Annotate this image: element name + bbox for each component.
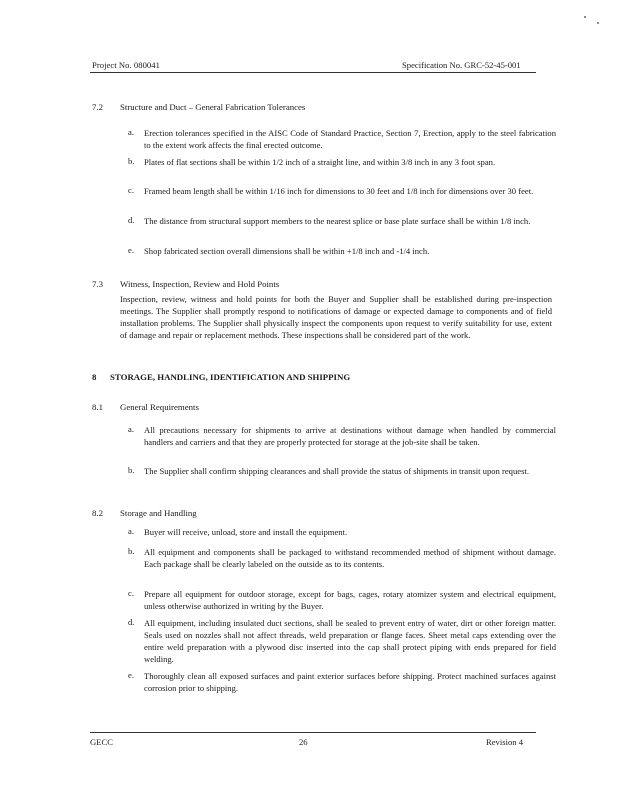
footer-page-number: 26 [299, 737, 308, 747]
header-spec-number: Specification No. GRC-52-45-001 [402, 60, 521, 70]
scan-speck [597, 22, 599, 24]
section-8-number: 8 [92, 372, 97, 382]
footer-revision: Revision 4 [486, 737, 524, 747]
list-item-text: All precautions necessary for shipments to arrive at destinations without damage when handled by commercial handlers and carriers and that they are properly protected for storage at the job-site shall be taken. [144, 425, 556, 447]
section-7-2-number: 7.2 [92, 102, 103, 112]
list-item-text: Erection tolerances specified in the AISC Code of Standard Practice, Section 7, Erection, apply to the steel fabrication to the extent work affects the final erected outcome. [144, 128, 556, 150]
list-item-letter: b. [128, 546, 135, 556]
list-item-text: All equipment and components shall be packaged to withstand recommended method of shipment without damage. Each package shall be clearly labeled on the outside as to its contents. [144, 547, 556, 569]
header-rule [90, 72, 536, 73]
list-item-letter: a. [128, 424, 134, 434]
list-item-letter: b. [128, 465, 135, 475]
list-item-letter: c. [128, 588, 134, 598]
section-8-1-title: General Requirements [120, 402, 199, 412]
list-item-letter: e. [128, 245, 134, 255]
section-8-2-number: 8.2 [92, 508, 103, 518]
list-item-letter: b. [128, 156, 135, 166]
footer-rule [90, 732, 536, 733]
list-item-letter: d. [128, 617, 135, 627]
list-item-letter: d. [128, 215, 135, 225]
list-item-text: Thoroughly clean all exposed surfaces and paint exterior surfaces before shipping. Protect machined surfaces against corrosion prior to shipping. [144, 671, 556, 693]
list-item-letter: e. [128, 670, 134, 680]
list-item-text: The distance from structural support members to the nearest splice or base plate surface shall be within 1/8 inch. [144, 216, 531, 226]
section-7-3-paragraph: Inspection, review, witness and hold points for both the Buyer and Supplier shall be established during pre-inspection meetings. The Supplier shall promptly respond to notifications of damage or expected damage to components and of field installation problems. The Supplier shall physically inspect the components upon request to verify suitability for use, extent of damage and repair or replacement methods. These inspections shall be considered part of the work. [120, 294, 552, 340]
section-7-3-title: Witness, Inspection, Review and Hold Points [120, 279, 280, 289]
section-7-2-title: Structure and Duct – General Fabrication Tolerances [120, 102, 306, 112]
list-item-text: Plates of flat sections shall be within 1/2 inch of a straight line, and within 3/8 inch in any 3 foot span. [144, 157, 496, 167]
list-item-letter: a. [128, 526, 134, 536]
list-item-text: All equipment, including insulated duct sections, shall be sealed to prevent entry of water, dirt or other foreign matter. Seals used on nozzles shall not affect threads, weld preparation or flange faces. Sheet metal caps extending over the entire weld preparation with a plywood disc inserted into the cap shall protect piping with ends prepared for field welding. [144, 618, 556, 664]
footer-company: GECC [90, 737, 113, 747]
section-8-1-number: 8.1 [92, 402, 103, 412]
list-item-text: Framed beam length shall be within 1/16 inch for dimensions to 30 feet and 1/8 inch for dimensions over 30 feet. [144, 186, 534, 196]
list-item-text: Prepare all equipment for outdoor storage, except for bags, cages, rotary atomizer system and electrical equipment, unless otherwise authorized in writing by the Buyer. [144, 589, 556, 611]
section-8-title: STORAGE, HANDLING, IDENTIFICATION AND SHIPPING [110, 372, 351, 382]
list-item-text: Buyer will receive, unload, store and install the equipment. [144, 527, 348, 537]
list-item-letter: c. [128, 185, 134, 195]
list-item-text: Shop fabricated section overall dimensions shall be within +1/8 inch and -1/4 inch. [144, 246, 430, 256]
header-project-number: Project No. 080041 [92, 60, 160, 70]
list-item-text: The Supplier shall confirm shipping clearances and shall provide the status of shipments in transit upon request. [144, 466, 529, 476]
section-8-2-title: Storage and Handling [120, 508, 197, 518]
list-item-letter: a. [128, 127, 134, 137]
section-7-3-number: 7.3 [92, 279, 103, 289]
scan-speck [584, 16, 586, 18]
